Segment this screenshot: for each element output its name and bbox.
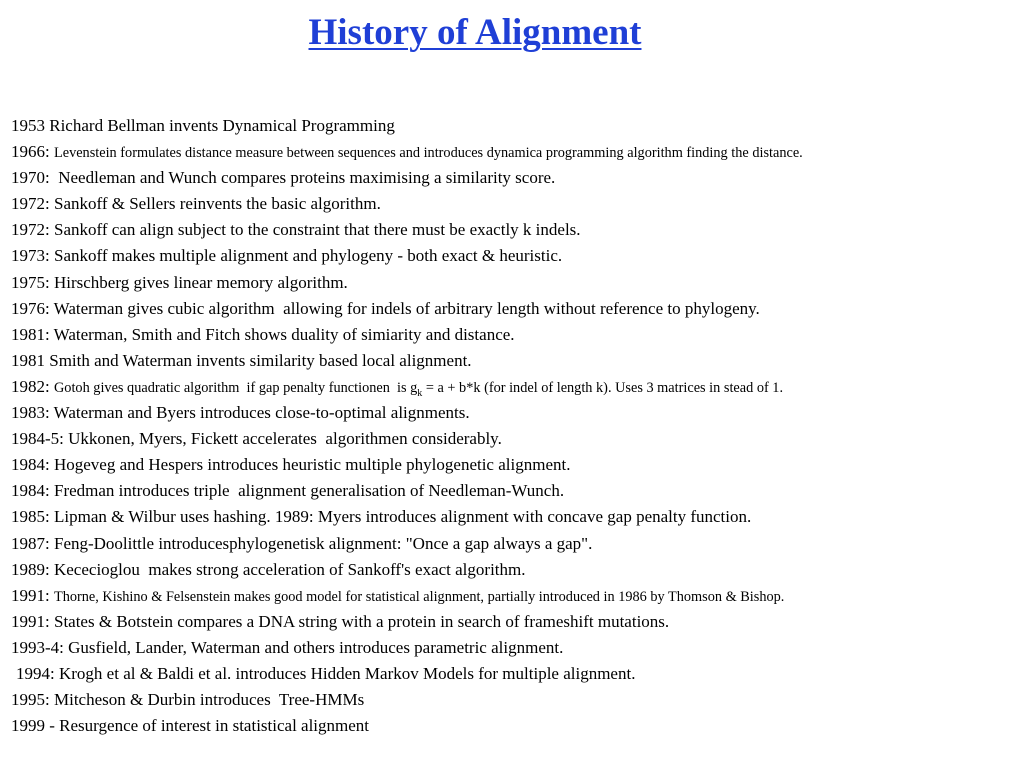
event-separator: : bbox=[45, 481, 54, 501]
event-description: Waterman, Smith and Fitch shows duality of simiarity and distance. bbox=[53, 324, 515, 344]
list-item bbox=[11, 165, 1021, 191]
event-year: 1994 bbox=[16, 663, 50, 683]
event-separator: : bbox=[45, 585, 54, 605]
event-description-part: Gotoh gives quadratic algorithm if gap penalty functionen is g bbox=[53, 379, 418, 396]
event-description: Lipman & Wilbur uses hashing. 1989: Myers introduces alignment with concave gap penalty function. bbox=[53, 507, 752, 527]
event-year: 1984-5 bbox=[11, 429, 60, 449]
event-year: 1985 bbox=[11, 507, 45, 527]
list-item bbox=[11, 113, 1021, 139]
list-item bbox=[11, 217, 1021, 243]
event-description: Resurgence of interest in statistical alignment bbox=[59, 716, 370, 736]
list-item bbox=[11, 557, 1021, 583]
event-description: Needleman and Wunch compares proteins maximising a similarity score. bbox=[58, 168, 556, 188]
list-item bbox=[11, 583, 1021, 609]
event-year: 1970 bbox=[11, 168, 45, 188]
event-separator: : bbox=[45, 324, 54, 344]
list-item bbox=[11, 374, 1021, 400]
event-year: 1953 bbox=[11, 116, 45, 135]
event-separator: - bbox=[45, 716, 60, 736]
event-description: Waterman gives cubic algorithm allowing for indels of arbitrary length without reference to phylogeny. bbox=[53, 298, 760, 318]
event-separator: : bbox=[45, 507, 54, 527]
event-description: Sankoff & Sellers reinvents the basic algorithm. bbox=[53, 194, 381, 214]
event-separator: : bbox=[45, 559, 54, 579]
list-item bbox=[11, 504, 1021, 530]
event-description: States & Botstein compares a DNA string with a protein in search of frameshift mutations. bbox=[53, 611, 670, 631]
event-separator: : bbox=[45, 246, 54, 266]
event-separator: : bbox=[45, 533, 54, 553]
event-description: Sankoff makes multiple alignment and phylogeny - both exact & heuristic. bbox=[53, 246, 563, 266]
event-year: 1981 bbox=[11, 324, 45, 344]
list-item bbox=[11, 635, 1021, 661]
event-description: Richard Bellman invents Dynamical Programming bbox=[49, 116, 395, 135]
event-year: 1973 bbox=[11, 246, 45, 266]
event-year: 1993-4 bbox=[11, 637, 60, 657]
event-separator: : bbox=[50, 663, 59, 683]
list-item bbox=[11, 661, 1021, 687]
event-year: 1966 bbox=[11, 142, 45, 162]
event-year: 1991 bbox=[11, 585, 45, 605]
event-separator: : bbox=[45, 298, 54, 318]
event-year: 1984 bbox=[11, 455, 45, 475]
event-year: 1983 bbox=[11, 403, 45, 423]
page-title: History of Alignment bbox=[308, 12, 642, 53]
event-separator: : bbox=[45, 168, 59, 188]
event-year: 1981 bbox=[11, 350, 45, 370]
event-description bbox=[53, 379, 784, 399]
event-separator: : bbox=[45, 403, 54, 423]
event-separator: : bbox=[45, 455, 54, 475]
event-description: Mitcheson & Durbin introduces Tree-HMMs bbox=[53, 690, 365, 710]
list-item bbox=[11, 322, 1021, 348]
list-item bbox=[11, 426, 1021, 452]
list-item bbox=[11, 609, 1021, 635]
event-description-part: = a + b*k (for indel of length k). Uses 3 matrices in stead of 1. bbox=[422, 379, 784, 396]
list-item bbox=[11, 191, 1021, 217]
list-item bbox=[11, 139, 1021, 165]
event-separator: : bbox=[45, 376, 54, 396]
event-separator: : bbox=[45, 611, 54, 631]
list-item bbox=[11, 348, 1021, 374]
event-list bbox=[11, 113, 1021, 739]
list-item bbox=[11, 296, 1021, 322]
event-year: 1972 bbox=[11, 194, 45, 214]
event-year: 1987 bbox=[11, 533, 45, 553]
list-item bbox=[11, 478, 1021, 504]
event-description: Gusfield, Lander, Waterman and others introduces parametric alignment. bbox=[68, 637, 564, 657]
event-description: Feng-Doolittle introducesphylogenetisk alignment: "Once a gap always a gap". bbox=[53, 533, 593, 553]
event-description: Kececioglou makes strong acceleration of Sankoff's exact algorithm. bbox=[53, 559, 526, 579]
event-subscript: k bbox=[417, 387, 423, 399]
event-description: Krogh et al & Baldi et al. introduces Hidden Markov Models for multiple alignment. bbox=[58, 663, 636, 683]
list-item bbox=[11, 452, 1021, 478]
event-description: Sankoff can align subject to the constraint that there must be exactly k indels. bbox=[53, 220, 581, 240]
event-description: Ukkonen, Myers, Fickett accelerates algorithmen considerably. bbox=[68, 429, 502, 449]
event-year: 1976 bbox=[11, 298, 45, 318]
list-item bbox=[11, 713, 1021, 739]
event-year: 1989 bbox=[11, 559, 45, 579]
list-item bbox=[11, 687, 1021, 713]
event-description: Smith and Waterman invents similarity based local alignment. bbox=[49, 350, 472, 370]
event-description: Hogeveg and Hespers introduces heuristic multiple phylogenetic alignment. bbox=[53, 455, 571, 475]
event-year: 1984 bbox=[11, 481, 45, 501]
event-year: 1995 bbox=[11, 690, 45, 710]
list-item bbox=[11, 270, 1021, 296]
event-separator: : bbox=[59, 637, 69, 657]
event-separator: : bbox=[45, 220, 54, 240]
event-separator: : bbox=[45, 690, 54, 710]
event-description: Hirschberg gives linear memory algorithm. bbox=[53, 272, 348, 292]
list-item bbox=[11, 243, 1021, 269]
event-separator: : bbox=[59, 429, 69, 449]
event-separator: : bbox=[45, 272, 54, 292]
event-description: Thorne, Kishino & Felsenstein makes good model for statistical alignment, partially introduced in 1986 by Thomson & Bishop. bbox=[53, 588, 785, 605]
event-separator: : bbox=[45, 194, 54, 214]
event-year: 1975 bbox=[11, 272, 45, 292]
event-year: 1982 bbox=[11, 376, 45, 396]
event-year: 1991 bbox=[11, 611, 45, 631]
event-year: 1999 bbox=[11, 716, 45, 736]
event-description: Levenstein formulates distance measure between sequences and introduces dynamica programming algorithm finding the distance. bbox=[53, 145, 803, 162]
list-item bbox=[11, 531, 1021, 557]
event-description: Fredman introduces triple alignment generalisation of Needleman-Wunch. bbox=[53, 481, 565, 501]
event-year: 1972 bbox=[11, 220, 45, 240]
list-item bbox=[11, 400, 1021, 426]
event-separator: : bbox=[45, 142, 54, 162]
event-description: Waterman and Byers introduces close-to-optimal alignments. bbox=[53, 403, 470, 423]
